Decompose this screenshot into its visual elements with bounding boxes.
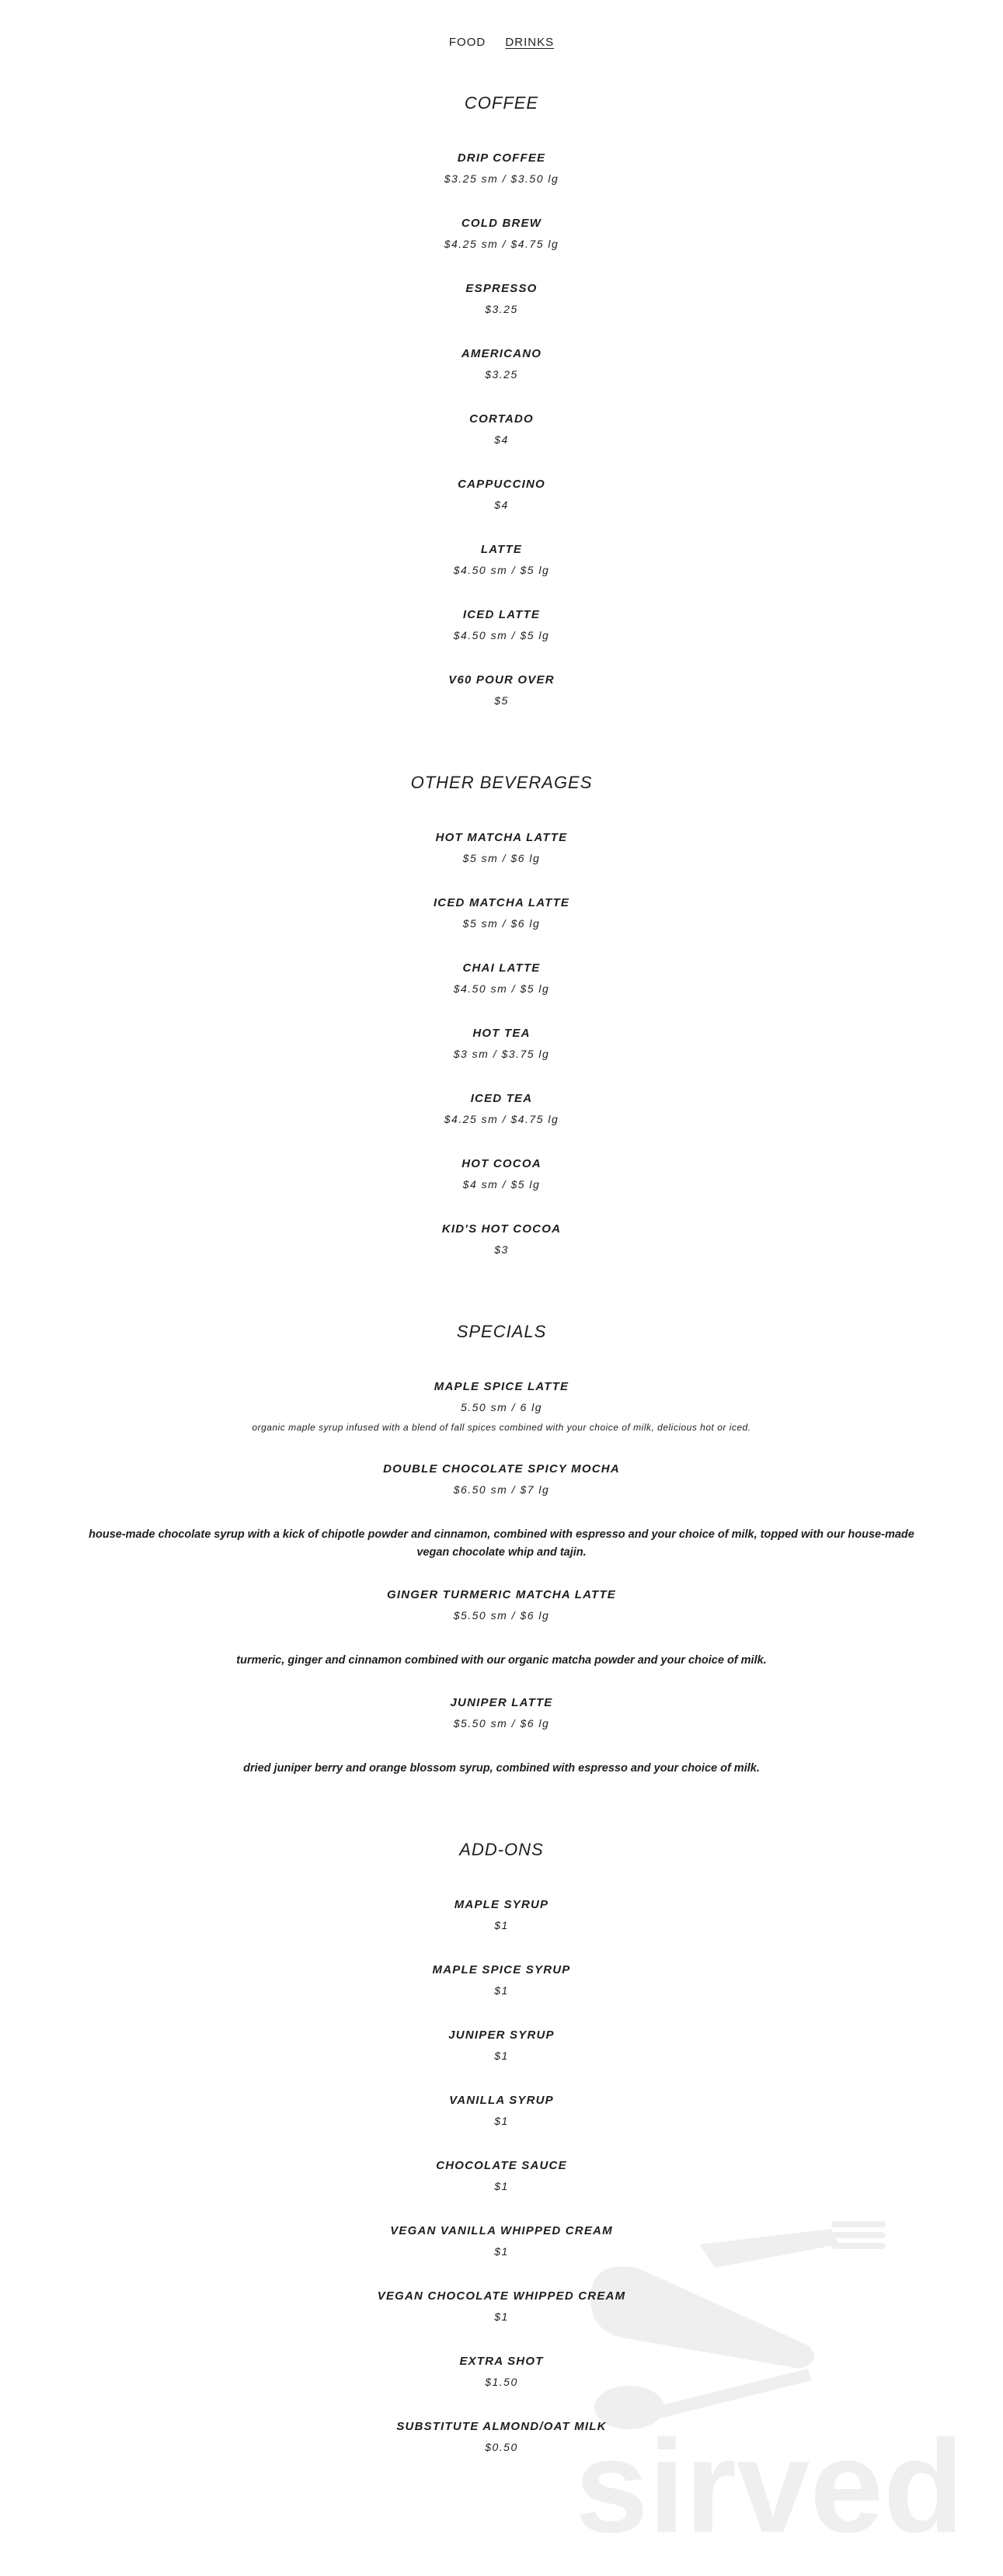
item-price: $1.50 <box>485 2376 518 2388</box>
menu-item <box>0 279 1003 319</box>
menu-item <box>0 1960 1003 2001</box>
section-other-beverages <box>0 771 1003 1260</box>
item-price: $4.50 sm / $5 lg <box>453 629 550 641</box>
item-price: $4 <box>494 499 509 511</box>
drinks-menu <box>0 92 1003 2518</box>
section-specials <box>0 1320 1003 1778</box>
item-name: VANILLA SYRUP <box>449 2094 554 2107</box>
menu-item <box>0 2091 1003 2131</box>
menu-item <box>0 2221 1003 2261</box>
item-price: $4.50 sm / $5 lg <box>453 982 550 995</box>
nav-drinks-link[interactable]: DRINKS <box>505 36 555 49</box>
item-name: CHAI LATTE <box>462 961 541 975</box>
item-price: $5 sm / $6 lg <box>462 852 541 864</box>
menu-item <box>0 214 1003 254</box>
item-name: CAPPUCCINO <box>458 478 545 491</box>
item-price: $1 <box>494 1984 509 1997</box>
item-name: CHOCOLATE SAUCE <box>436 2159 567 2172</box>
item-name: JUNIPER LATTE <box>450 1696 553 1709</box>
item-price: $4.25 sm / $4.75 lg <box>444 1113 559 1125</box>
section-coffee <box>0 92 1003 711</box>
section-title: ADD-ONS <box>459 1840 544 1859</box>
menu-item <box>0 1459 1003 1562</box>
section-title: COFFEE <box>464 93 539 113</box>
menu-item <box>0 828 1003 868</box>
item-name: ESPRESSO <box>465 282 538 295</box>
menu-item <box>0 2417 1003 2457</box>
item-name: ICED LATTE <box>462 608 541 621</box>
item-price: $3.25 <box>485 368 518 381</box>
item-price: $1 <box>494 2180 509 2192</box>
item-name: SUBSTITUTE ALMOND/OAT MILK <box>396 2420 607 2433</box>
menu-item <box>0 893 1003 933</box>
item-name: KID'S HOT COCOA <box>441 1222 562 1236</box>
menu-item <box>0 1585 1003 1670</box>
item-name: DOUBLE CHOCOLATE SPICY MOCHA <box>383 1462 620 1476</box>
item-name: VEGAN CHOCOLATE WHIPPED CREAM <box>377 2289 626 2303</box>
item-price: $5.50 sm / $6 lg <box>453 1717 550 1730</box>
section-add-ons <box>0 1838 1003 2457</box>
menu-item <box>0 958 1003 999</box>
menu-item <box>0 1024 1003 1064</box>
menu-item <box>0 1693 1003 1778</box>
item-price: $1 <box>494 1919 509 1931</box>
item-price: $4 <box>494 433 509 446</box>
menu-item <box>0 2286 1003 2327</box>
item-name: CORTADO <box>469 412 534 426</box>
menu-item <box>0 148 1003 189</box>
item-name: ICED MATCHA LATTE <box>433 896 570 909</box>
menu-item <box>0 1089 1003 1129</box>
item-price: $5.50 sm / $6 lg <box>453 1609 550 1622</box>
item-name: COLD BREW <box>461 217 542 230</box>
menu-item <box>0 1377 1003 1436</box>
svg-text:sirved: sirved <box>575 2413 964 2539</box>
item-name: HOT MATCHA LATTE <box>435 831 568 844</box>
item-price: $3 <box>494 1243 509 1256</box>
menu-item <box>0 344 1003 384</box>
item-price: $5 <box>494 694 509 707</box>
section-title: OTHER BEVERAGES <box>410 773 593 792</box>
menu-item <box>0 540 1003 580</box>
item-description: organic maple syrup infused with a blend of fall spices combined with your choice of milk, delicious hot or iced. <box>252 1422 751 1433</box>
item-name: EXTRA SHOT <box>459 2355 544 2368</box>
item-price: $0.50 <box>485 2441 518 2453</box>
menu-item <box>0 1154 1003 1194</box>
item-price: $6.50 sm / $7 lg <box>453 1483 550 1496</box>
nav-food-link[interactable]: FOOD <box>448 36 486 49</box>
item-name: V60 POUR OVER <box>448 673 555 687</box>
item-name: DRIP COFFEE <box>457 151 546 165</box>
menu-item <box>0 605 1003 645</box>
item-price: $3.25 sm / $3.50 lg <box>444 172 559 185</box>
item-price: $1 <box>494 2245 509 2258</box>
item-name: MAPLE SPICE LATTE <box>434 1380 569 1393</box>
item-price: 5.50 sm / 6 lg <box>460 1401 543 1413</box>
item-name: AMERICANO <box>461 347 542 360</box>
menu-nav <box>0 36 1003 49</box>
menu-item <box>0 670 1003 711</box>
item-price: $3.25 <box>485 303 518 315</box>
menu-item <box>0 409 1003 450</box>
menu-item <box>0 2352 1003 2392</box>
item-description: dried juniper berry and orange blossom syrup, combined with espresso and your choice of milk. <box>243 1762 760 1775</box>
item-price: $4.25 sm / $4.75 lg <box>444 238 559 250</box>
item-price: $4.50 sm / $5 lg <box>453 564 550 576</box>
menu-item <box>0 1895 1003 1935</box>
item-name: HOT TEA <box>472 1027 531 1040</box>
item-price: $1 <box>494 2115 509 2127</box>
item-price: $4 sm / $5 lg <box>462 1178 541 1191</box>
item-name: LATTE <box>480 543 523 556</box>
menu-item <box>0 2025 1003 2066</box>
menu-item <box>0 1219 1003 1260</box>
item-price: $3 sm / $3.75 lg <box>453 1048 550 1060</box>
item-name: HOT COCOA <box>461 1157 542 1170</box>
item-name: VEGAN VANILLA WHIPPED CREAM <box>390 2224 613 2237</box>
item-description: turmeric, ginger and cinnamon combined with our organic matcha powder and your choice of milk. <box>236 1654 767 1667</box>
item-price: $1 <box>494 2310 509 2323</box>
item-description: house-made chocolate syrup with a kick of chipotle powder and cinnamon, combined with espresso and your choice of milk, topped with our house-made vegan chocolate whip and tajin. <box>89 1528 914 1559</box>
menu-item <box>0 475 1003 515</box>
item-name: MAPLE SYRUP <box>454 1898 549 1911</box>
item-name: ICED TEA <box>470 1092 533 1105</box>
section-title: SPECIALS <box>456 1322 547 1341</box>
item-name: GINGER TURMERIC MATCHA LATTE <box>387 1588 616 1601</box>
item-name: MAPLE SPICE SYRUP <box>432 1963 571 1976</box>
item-name: JUNIPER SYRUP <box>448 2028 555 2042</box>
item-price: $1 <box>494 2049 509 2062</box>
menu-item <box>0 2156 1003 2196</box>
item-price: $5 sm / $6 lg <box>462 917 541 930</box>
